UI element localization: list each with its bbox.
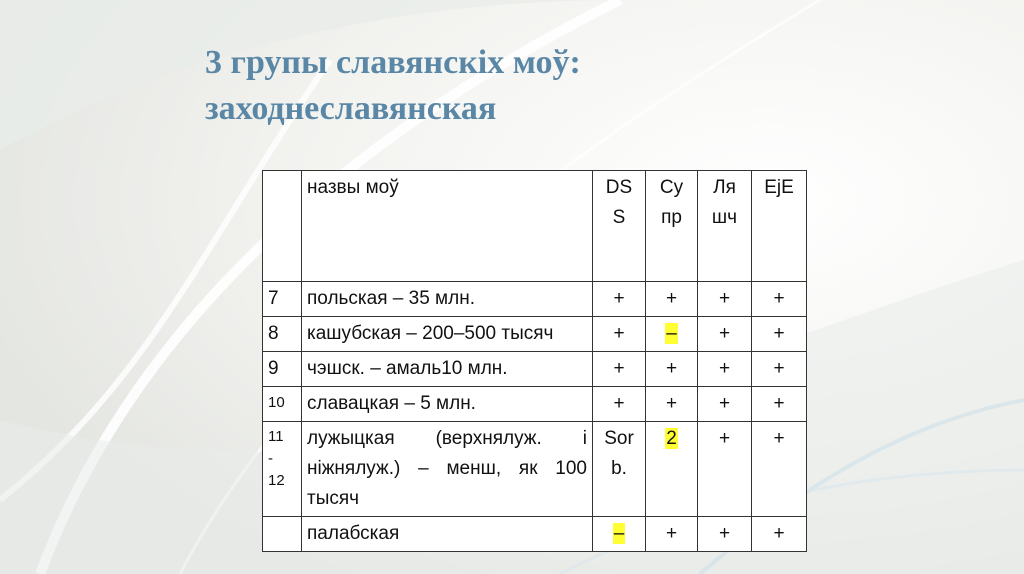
- row-col1: [593, 517, 646, 552]
- row-num: 10: [263, 387, 302, 422]
- header-col1-cell: [593, 171, 646, 282]
- row-col4: +: [752, 387, 807, 422]
- header-num-cell: [263, 171, 302, 282]
- row-col2: [646, 422, 698, 517]
- row-col2: +: [646, 282, 698, 317]
- row-name: чэшск. – амаль10 млн.: [302, 352, 593, 387]
- highlighted-value: –: [613, 523, 625, 544]
- row-col1: +: [593, 282, 646, 317]
- table-row: [263, 387, 807, 422]
- header-col2-cell: [646, 171, 698, 282]
- row-col1: +: [593, 317, 646, 352]
- table-row: [263, 282, 807, 317]
- row-col2: [646, 317, 698, 352]
- row-num: [263, 517, 302, 552]
- row-col2: +: [646, 517, 698, 552]
- table-row: [263, 517, 807, 552]
- row-name: славацкая – 5 млн.: [302, 387, 593, 422]
- row-col3: +: [698, 422, 752, 517]
- row-col4: +: [752, 352, 807, 387]
- row-col3: +: [698, 317, 752, 352]
- row-col1: +: [593, 387, 646, 422]
- row-col3: +: [698, 517, 752, 552]
- row-name: палабская: [302, 517, 593, 552]
- header-col3-text: Ля шч: [711, 177, 738, 228]
- row-num: 8: [263, 317, 302, 352]
- row-col4: +: [752, 517, 807, 552]
- row-col3: +: [698, 352, 752, 387]
- table-row: [263, 352, 807, 387]
- row-num: 11 - 12: [263, 422, 302, 517]
- header-col3-cell: [698, 171, 752, 282]
- row-name: кашубская – 200–500 тысяч: [302, 317, 593, 352]
- languages-table: [262, 170, 807, 552]
- row-col4: +: [752, 317, 807, 352]
- row-col1-text: Sor b.: [604, 428, 634, 479]
- table-row: [263, 317, 807, 352]
- header-col2-text: Су пр: [659, 177, 684, 228]
- row-col1: [593, 422, 646, 517]
- row-col3: +: [698, 387, 752, 422]
- header-name-cell: назвы моў: [302, 171, 593, 282]
- row-col4: +: [752, 422, 807, 517]
- row-num: 7: [263, 282, 302, 317]
- row-name: лужыцкая (верхнялуж. і ніжнялуж.) – менш, як 100 тысяч: [302, 422, 593, 517]
- header-col1-text: DS S: [605, 177, 633, 228]
- row-col2: +: [646, 352, 698, 387]
- highlighted-value: 2: [666, 428, 677, 449]
- slide-title-line1: 3 групы славянскіх моў:: [205, 44, 581, 81]
- highlighted-value: –: [666, 323, 677, 344]
- row-col4: +: [752, 282, 807, 317]
- slide-title-line2: заходнеславянская: [205, 90, 497, 127]
- table-header-row: [263, 171, 807, 282]
- row-name: польская – 35 млн.: [302, 282, 593, 317]
- row-num: 9: [263, 352, 302, 387]
- header-col4-cell: EjE: [752, 171, 807, 282]
- slide-title: [205, 40, 581, 132]
- table-row: [263, 422, 807, 517]
- row-col3: +: [698, 282, 752, 317]
- row-col2: +: [646, 387, 698, 422]
- row-col1: +: [593, 352, 646, 387]
